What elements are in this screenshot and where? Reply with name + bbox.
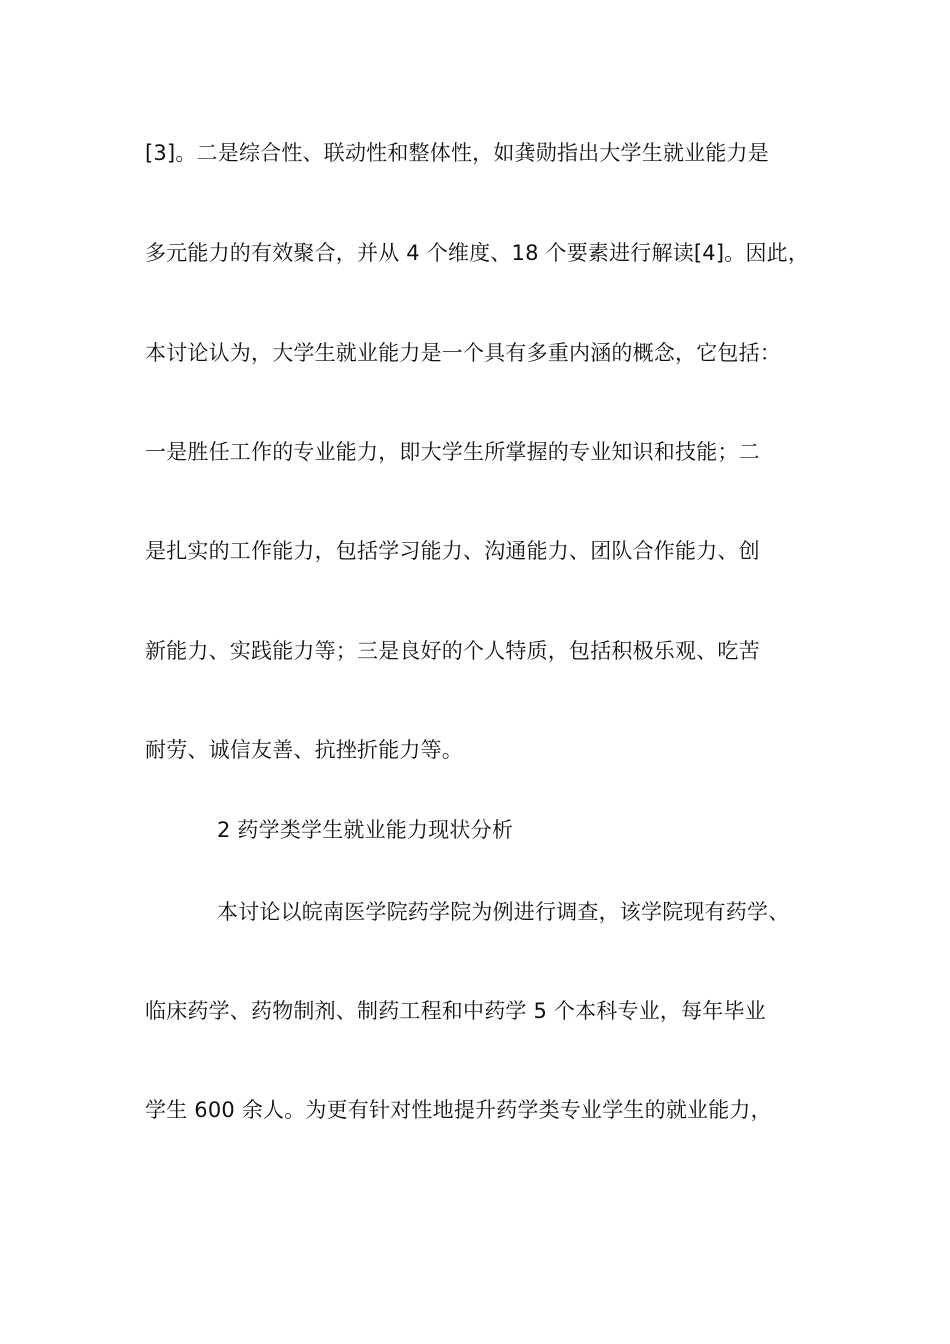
paragraph-line-4: 一是胜任工作的专业能力，即大学生所掌握的专业知识和技能；二 (145, 440, 760, 464)
paragraph2-line-2: 临床药学、药物制剂、制药工程和中药学 5 个本科专业，每年毕业 (145, 999, 766, 1023)
paragraph2-line-1: 本讨论以皖南医学院药学院为例进行调查，该学院现有药学、 (217, 900, 790, 924)
paragraph2-line-3: 学生 600 余人。为更有针对性地提升药学类专业学生的就业能力， (145, 1098, 772, 1122)
paragraph-line-2: 多元能力的有效聚合，并从 4 个维度、18 个要素进行解读[4]。因此， (145, 241, 810, 265)
paragraph-line-3: 本讨论认为，大学生就业能力是一个具有多重内涵的概念，它包括： (145, 341, 781, 365)
paragraph-line-6: 新能力、实践能力等；三是良好的个人特质，包括积极乐观、吃苦 (145, 639, 760, 663)
section-heading: 2 药学类学生就业能力现状分析 (217, 818, 514, 842)
paragraph-line-7: 耐劳、诚信友善、抗挫折能力等。 (145, 738, 463, 762)
paragraph-line-1: [3]。二是综合性、联动性和整体性，如龚勋指出大学生就业能力是 (145, 141, 769, 165)
paragraph-line-5: 是扎实的工作能力，包括学习能力、沟通能力、团队合作能力、创 (145, 539, 760, 563)
